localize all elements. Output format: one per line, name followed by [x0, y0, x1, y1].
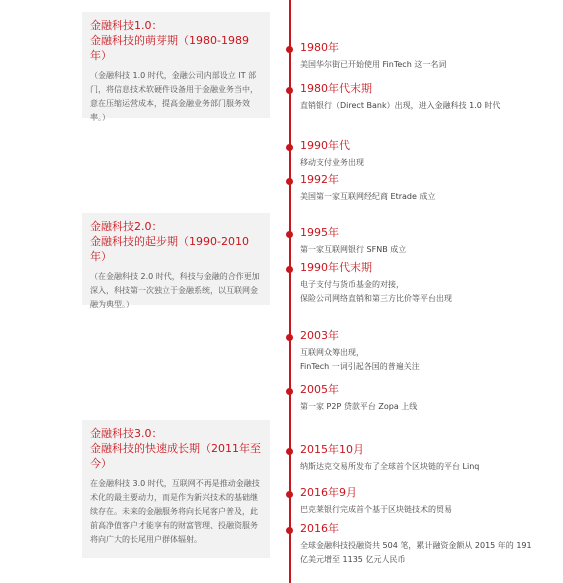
event-year: 1990年代	[300, 139, 350, 152]
event-text: 第一家互联网银行 SFNB 成立	[300, 245, 407, 254]
event-1990s-late	[300, 261, 555, 306]
event-text: FinTech 一词引起各国的普遍关注	[300, 362, 420, 371]
event-text: 直销银行（Direct Bank）出现，进入金融科技 1.0 时代	[300, 101, 501, 110]
era-box-1	[82, 12, 270, 122]
event-text: 电子支付与货币基金的对接，	[300, 280, 404, 289]
event-text: 保险公司网络直销和第三方比价等平台出现	[300, 294, 452, 303]
timeline-dot	[286, 87, 293, 94]
event-1980s-late	[300, 82, 555, 113]
event-1990s	[300, 139, 555, 170]
timeline-dot	[286, 334, 293, 341]
event-text: 巴克莱银行完成首个基于区块链技术的贸易	[300, 505, 452, 514]
era-title-line-1: 金融科技3.0：	[90, 427, 163, 440]
timeline-dot	[286, 448, 293, 455]
event-2016-09	[300, 486, 555, 517]
era-box-3	[82, 420, 270, 558]
event-year: 2003年	[300, 329, 339, 342]
event-1995	[300, 226, 555, 257]
timeline-dot	[286, 231, 293, 238]
timeline-dot	[286, 527, 293, 534]
event-text: 亿美元增至 1135 亿元人民币	[300, 555, 406, 564]
event-2016	[300, 522, 555, 567]
event-year: 1980年	[300, 41, 339, 54]
event-year: 1992年	[300, 173, 339, 186]
event-1992	[300, 173, 555, 204]
timeline-dot	[286, 491, 293, 498]
era-title-line-1: 金融科技2.0：	[90, 220, 163, 233]
event-year: 1995年	[300, 226, 339, 239]
timeline-dot	[286, 388, 293, 395]
era-title-line-1: 金融科技1.0：	[90, 19, 163, 32]
event-1980	[300, 41, 555, 72]
timeline-dot	[286, 46, 293, 53]
era-title	[90, 18, 262, 63]
event-year: 2016年	[300, 522, 339, 535]
event-text: 第一家 P2P 贷款平台 Zopa 上线	[300, 402, 418, 411]
event-year: 1980年代末期	[300, 82, 372, 95]
timeline-dot	[286, 266, 293, 273]
timeline-dot	[286, 178, 293, 185]
event-year: 2005年	[300, 383, 339, 396]
event-text: 移动支付业务出现	[300, 158, 364, 167]
era-title-line-2: 金融科技的萌芽期（1980-1989年）	[90, 34, 249, 62]
event-year: 2015年10月	[300, 443, 364, 456]
era-description: （在金融科技 2.0 时代，科技与金融的合作更加深入，科技第一次独立于金融系统，以互联网金融为典型。）	[90, 272, 260, 309]
event-year: 2016年9月	[300, 486, 357, 499]
event-2003	[300, 329, 555, 374]
era-title	[90, 219, 262, 264]
era-title	[90, 426, 262, 471]
era-title-line-2: 金融科技的快速成长期（2011年至今）	[90, 442, 261, 470]
event-text: 纳斯达克交易所发布了全球首个区块链的平台 Linq	[300, 462, 480, 471]
event-2015-10	[300, 443, 555, 474]
event-year: 1990年代末期	[300, 261, 372, 274]
event-text: 全球金融科技投融资共 504 笔，累计融资金额从 2015 年的 191	[300, 541, 532, 550]
event-text: 互联网众筹出现，	[300, 348, 364, 357]
event-2005	[300, 383, 555, 414]
era-description: 在金融科技 3.0 时代，互联网不再是推动金融技术化的最主要动力，而是作为新兴技术的基础继续存在。未来的金融服务将向长尾客户普及，此前高净值客户才能享有的财富管理、投融资服务将向广大的长尾用户群体辐射。	[90, 479, 260, 544]
era-description: （金融科技 1.0 时代，金融公司内部设立 IT 部门，将信息技术软硬件设备用于金融业务当中，意在压缩运营成本，提高金融业务部门服务效率。）	[90, 71, 258, 122]
era-box-2	[82, 213, 270, 309]
era-title-line-2: 金融科技的起步期（1990-2010年）	[90, 235, 249, 263]
event-text: 美国华尔街已开始使用 FinTech 这一名词	[300, 60, 447, 69]
timeline-dot	[286, 144, 293, 151]
event-text: 美国第一家互联网经纪商 Etrade 成立	[300, 192, 436, 201]
